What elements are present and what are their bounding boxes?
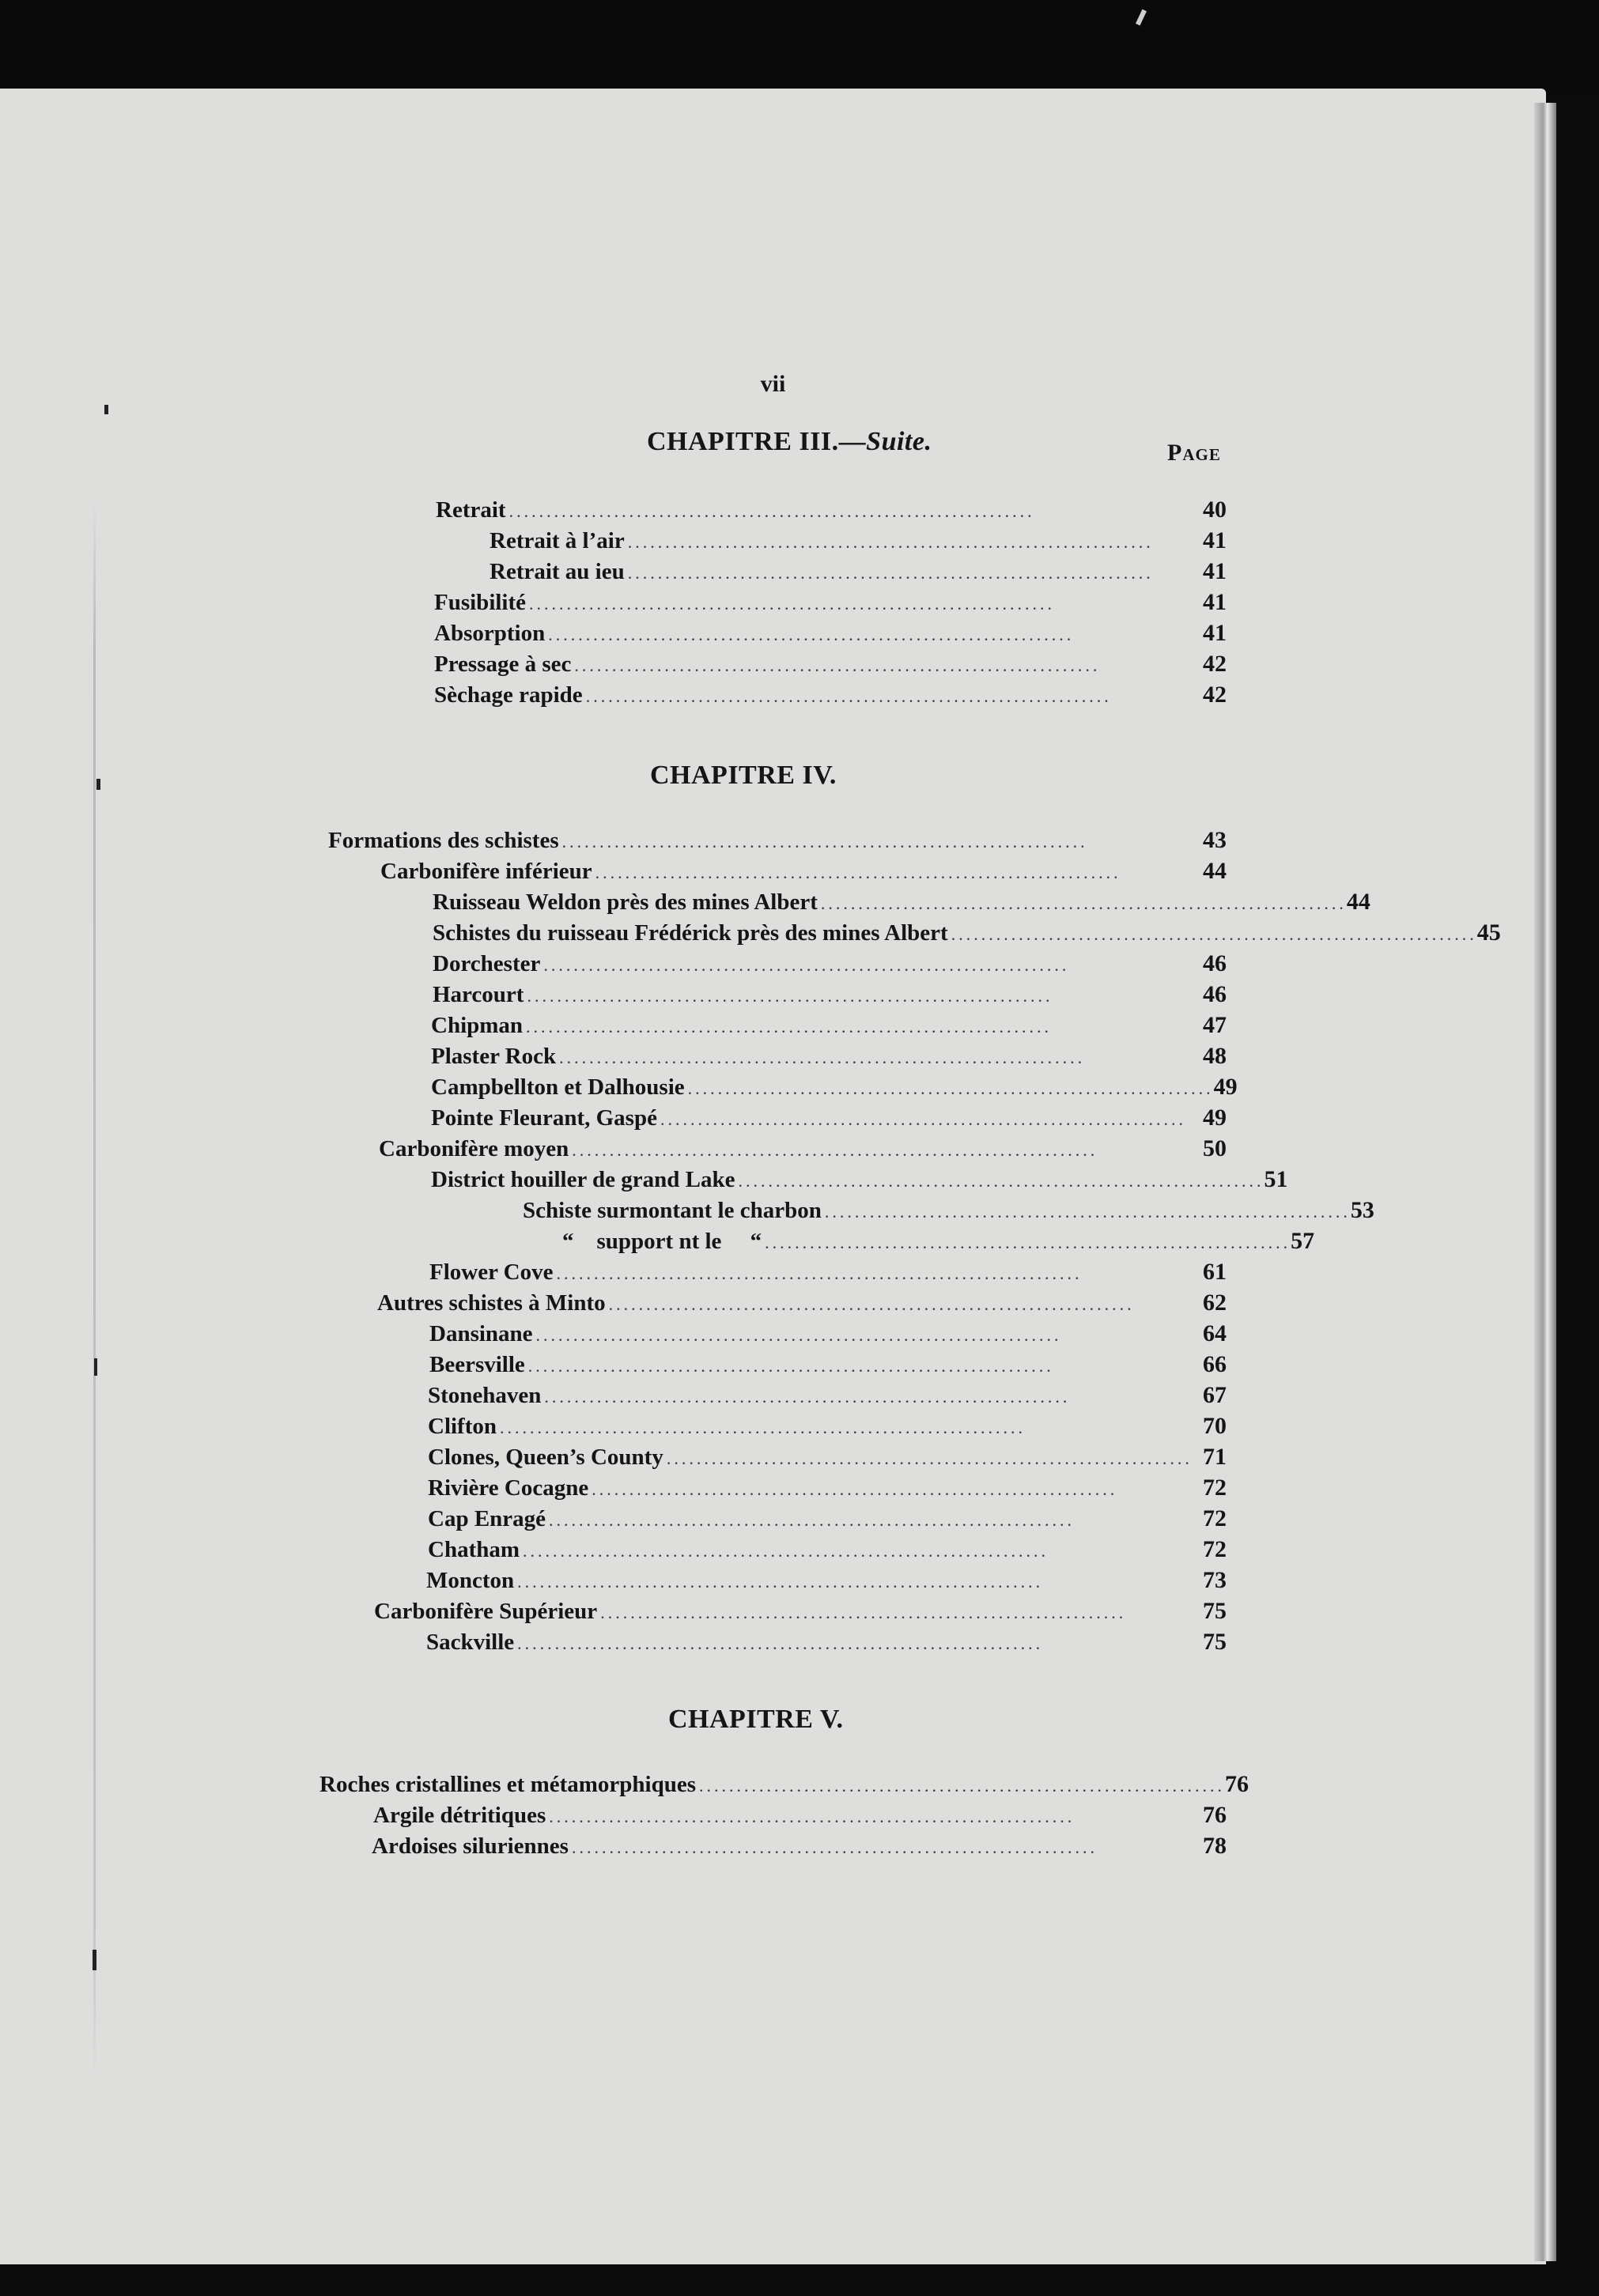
toc-entry: Autres schistes à Minto ...................................................................... 62	[377, 1290, 1227, 1316]
toc-entry: Rivière Cocagne ...................................................................... 72	[428, 1475, 1227, 1501]
chapter-3-suite: Suite.	[866, 427, 932, 456]
toc-entry: Sackville ...................................................................... 75	[426, 1629, 1227, 1655]
scan-speck	[93, 1950, 96, 1970]
toc-entry: Chatham ...................................................................... 72	[428, 1536, 1227, 1562]
page-column-label: Page	[1167, 440, 1221, 466]
toc-entry: Carbonifère Supérieur ...................................................................... 75	[374, 1598, 1227, 1624]
chapter-3-title: CHAPITRE III.—	[647, 427, 867, 456]
toc-entry: Carbonifère inférieur ...................................................................... 44	[380, 858, 1227, 884]
toc-entry: Retrait ...................................................................... 40	[436, 497, 1227, 523]
toc-entry: Stonehaven ...................................................................... 67	[428, 1382, 1227, 1408]
toc-entry: Argile détritiques ...................................................................... 76	[373, 1802, 1227, 1828]
toc-entry: “ support nt le “ ...................................................................... 57	[562, 1228, 1315, 1254]
toc-entry: Pressage à sec ...................................................................... 42	[434, 651, 1227, 677]
toc-entry: Schistes du ruisseau Frédérick près des mines Albert ...................................................................... 45	[433, 920, 1501, 946]
toc-entry: Dorchester ...................................................................... 46	[433, 950, 1227, 976]
toc-entry: Retrait au ieu ...................................................................... 41	[490, 558, 1227, 584]
scan-speck	[96, 779, 100, 790]
toc-entry: Schiste surmontant le charbon ...................................................................... 53	[523, 1197, 1374, 1223]
toc-entry: Pointe Fleurant, Gaspé ...................................................................... 49	[431, 1105, 1227, 1131]
toc-entry: Ardoises siluriennes ...................................................................... 78	[372, 1833, 1227, 1859]
toc-entry: Moncton ...................................................................... 73	[426, 1567, 1227, 1593]
toc-entry: Ruisseau Weldon près des mines Albert ...................................................................... 44	[433, 889, 1370, 915]
page-number: vii	[760, 371, 786, 397]
toc-entry: Cap Enragé ...................................................................... 72	[428, 1505, 1227, 1531]
toc-entry: Beersville ...................................................................... 66	[429, 1351, 1227, 1377]
toc-entry: Roches cristallines et métamorphiques ...................................................................... 76	[319, 1771, 1249, 1797]
book-page	[0, 89, 1546, 2264]
table-of-contents	[0, 89, 1546, 2264]
toc-entry: Absorption ...................................................................... 41	[434, 620, 1227, 646]
toc-entry: Retrait à l’air ...................................................................... 41	[490, 527, 1227, 553]
toc-entry: Plaster Rock ...................................................................... 48	[431, 1043, 1227, 1069]
toc-entry: Fusibilité ...................................................................... 41	[434, 589, 1227, 615]
toc-entry: Carbonifère moyen ...................................................................... 50	[379, 1135, 1227, 1161]
scan-speck	[94, 1358, 97, 1376]
toc-entry: Flower Cove ...................................................................... 61	[429, 1259, 1227, 1285]
toc-entry: Campbellton et Dalhousie ...................................................................... 49	[431, 1074, 1238, 1100]
toc-entry: Clifton ...................................................................... 70	[428, 1413, 1227, 1439]
toc-entry: Clones, Queen’s County ...................................................................... 71	[428, 1444, 1227, 1470]
chapter-4-heading: CHAPITRE IV.	[650, 761, 837, 790]
toc-entry: Harcourt ...................................................................... 46	[433, 981, 1227, 1007]
toc-entry: Dansinane ...................................................................... 64	[429, 1320, 1227, 1346]
toc-entry: Sèchage rapide ...................................................................... 42	[434, 682, 1227, 708]
chapter-5-heading: CHAPITRE V.	[668, 1705, 844, 1734]
toc-entry: District houiller de grand Lake ...................................................................... 51	[431, 1166, 1288, 1192]
scan-background	[0, 0, 1599, 93]
chapter-3-heading	[647, 427, 932, 457]
page-edge-shadow	[1534, 103, 1556, 2261]
toc-entry: Formations des schistes ...................................................................... 43	[328, 827, 1227, 853]
scan-speck	[104, 405, 108, 414]
toc-entry: Chipman ...................................................................... 47	[431, 1012, 1227, 1038]
